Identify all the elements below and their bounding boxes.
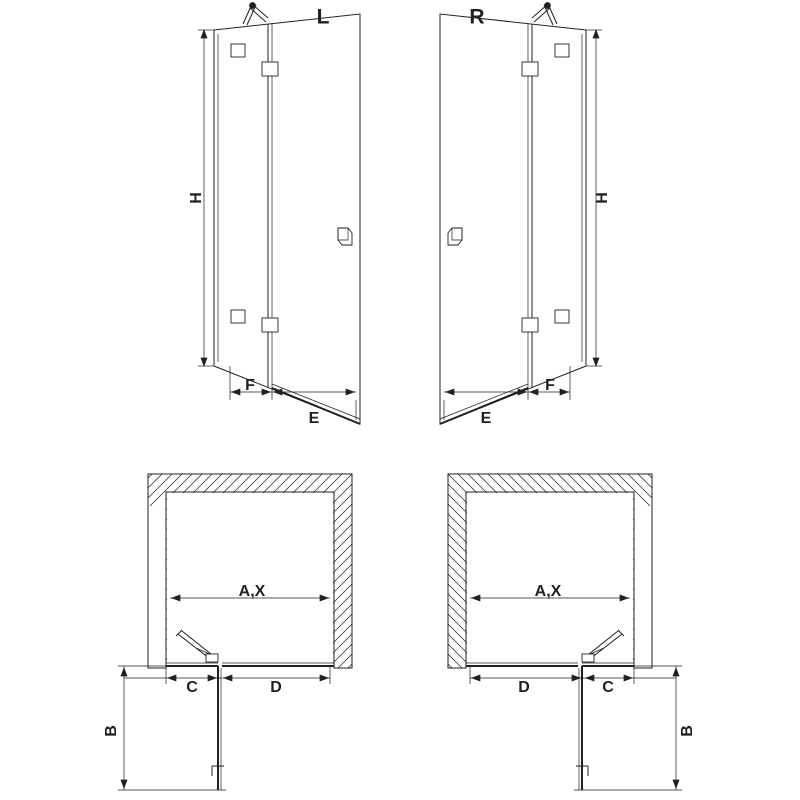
left-hand-plan xyxy=(103,474,352,790)
right-hand-plan xyxy=(448,474,696,790)
label-right-plan-width: A,X xyxy=(534,583,562,601)
label-left-height: H xyxy=(188,192,206,204)
label-right-plan-side-segment: C xyxy=(602,679,614,697)
label-left-variant: L xyxy=(316,5,330,29)
label-right-door-panel: E xyxy=(480,410,492,428)
label-right-height: H xyxy=(594,192,612,204)
label-left-door-panel: E xyxy=(308,410,320,428)
label-left-fixed-panel: F xyxy=(245,377,255,395)
label-right-plan-door-segment: D xyxy=(518,679,530,697)
label-right-fixed-panel: F xyxy=(545,377,555,395)
label-right-variant: R xyxy=(469,5,485,29)
label-right-plan-depth: B xyxy=(679,725,697,737)
label-left-plan-door-segment: D xyxy=(270,679,282,697)
label-left-plan-depth: B xyxy=(103,725,121,737)
left-hand-elevation xyxy=(188,3,360,428)
label-left-plan-side-segment: C xyxy=(186,679,198,697)
label-left-plan-width: A,X xyxy=(238,583,266,601)
right-hand-elevation xyxy=(440,3,611,428)
